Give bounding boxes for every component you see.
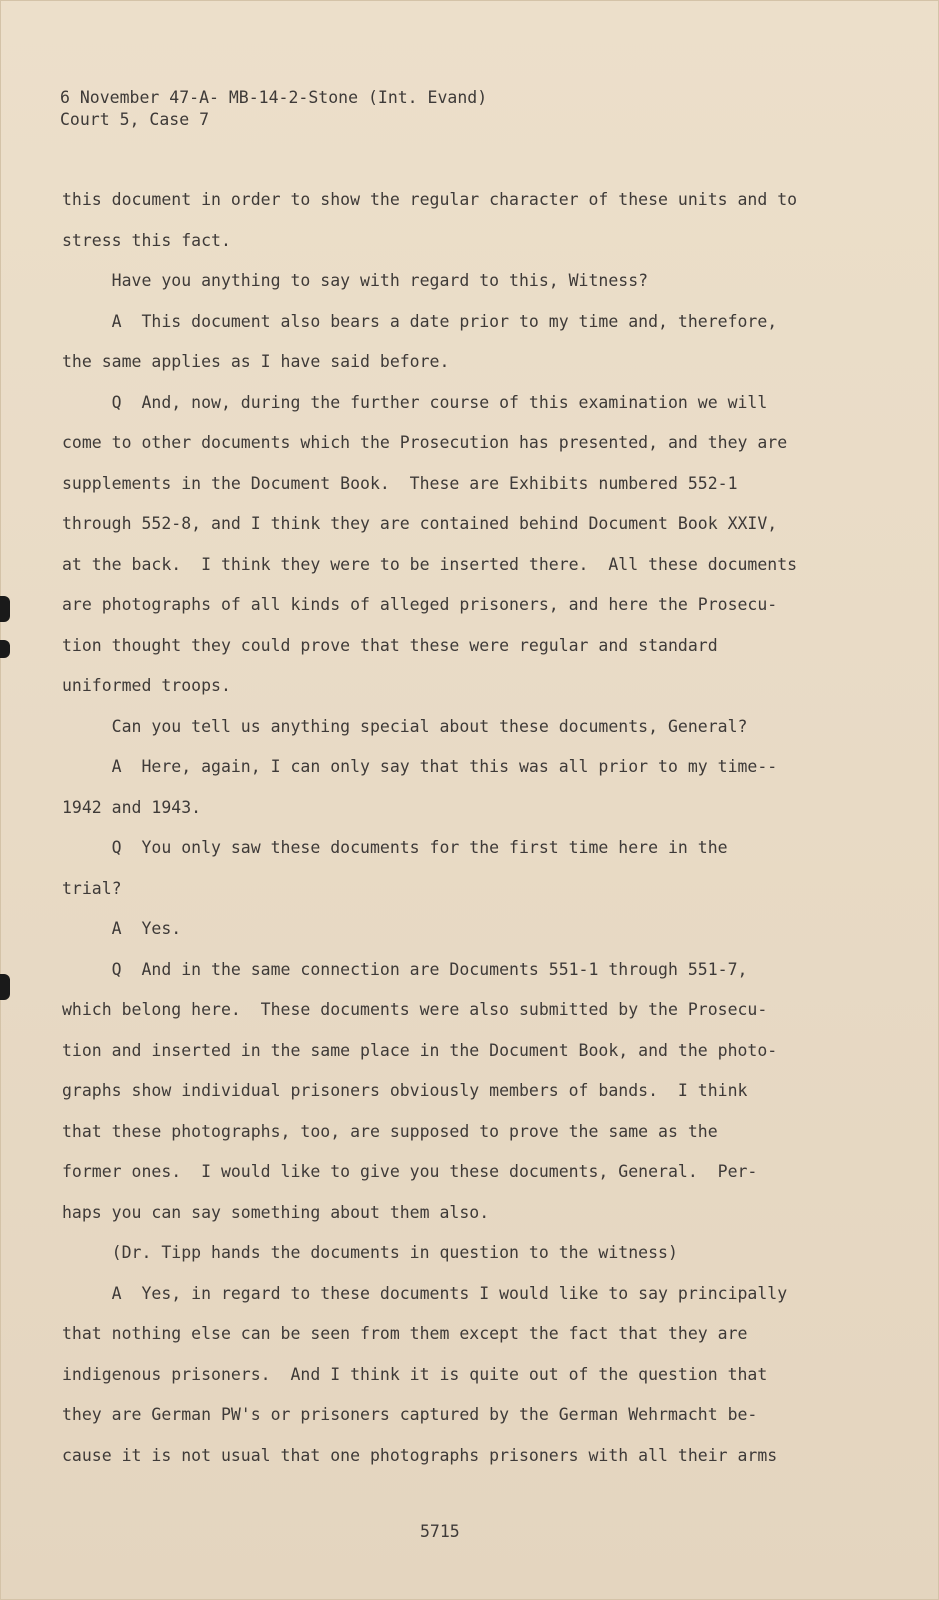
body-line: A Here, again, I can only say that this was all prior to my time-- [62,757,778,776]
body-line: supplements in the Document Book. These are Exhibits numbered 552-1 [62,474,738,493]
body-line: Q And, now, during the further course of this examination we will [62,393,768,412]
body-line: through 552-8, and I think they are contained behind Document Book XXIV, [62,514,778,533]
body-line: Q You only saw these documents for the first time here in the [62,838,728,857]
body-line: tion and inserted in the same place in the Document Book, and the photo- [62,1041,778,1060]
body-line: 1942 and 1943. [62,798,202,817]
page-number: 5715 [420,1522,460,1541]
body-line: haps you can say something about them also. [62,1203,490,1222]
body-line: A Yes, in regard to these documents I would like to say principally [62,1284,788,1303]
body-line: at the back. I think they were to be inserted there. All these documents [62,555,798,574]
body-line: former ones. I would like to give you these documents, General. Per- [62,1162,758,1181]
body-line: this document in order to show the regular character of these units and to [62,190,798,209]
body-line: uniformed troops. [62,676,231,695]
body-line: Have you anything to say with regard to this, Witness? [62,271,649,290]
binder-hole-top [0,596,10,622]
body-line: they are German PW's or prisoners captured by the German Wehrmacht be- [62,1405,758,1424]
body-line: A This document also bears a date prior to my time and, therefore, [62,312,778,331]
binder-hole-bottom [0,974,10,1000]
body-line: indigenous prisoners. And I think it is quite out of the question that [62,1365,768,1384]
body-line: trial? [62,879,122,898]
body-line: cause it is not usual that one photographs prisoners with all their arms [62,1446,778,1465]
body-line: that these photographs, too, are supposed to prove the same as the [62,1122,718,1141]
body-line: A Yes. [62,919,182,938]
body-line: (Dr. Tipp hands the documents in question to the witness) [62,1243,678,1262]
body-line: come to other documents which the Prosecution has presented, and they are [62,433,788,452]
header-line-2: Court 5, Case 7 [60,110,210,129]
binder-hole-middle [0,640,10,658]
body-line: graphs show individual prisoners obviously members of bands. I think [62,1081,748,1100]
body-line: are photographs of all kinds of alleged prisoners, and here the Prosecu- [62,595,778,614]
body-line: Q And in the same connection are Documents 551-1 through 551-7, [62,960,748,979]
body-line: tion thought they could prove that these were regular and standard [62,636,718,655]
body-line: Can you tell us anything special about these documents, General? [62,717,748,736]
body-line: which belong here. These documents were also submitted by the Prosecu- [62,1000,768,1019]
body-line: the same applies as I have said before. [62,352,450,371]
header-line-1: 6 November 47-A- MB-14-2-Stone (Int. Evand) [60,88,488,107]
body-line: that nothing else can be seen from them except the fact that they are [62,1324,748,1343]
body-line: stress this fact. [62,231,231,250]
